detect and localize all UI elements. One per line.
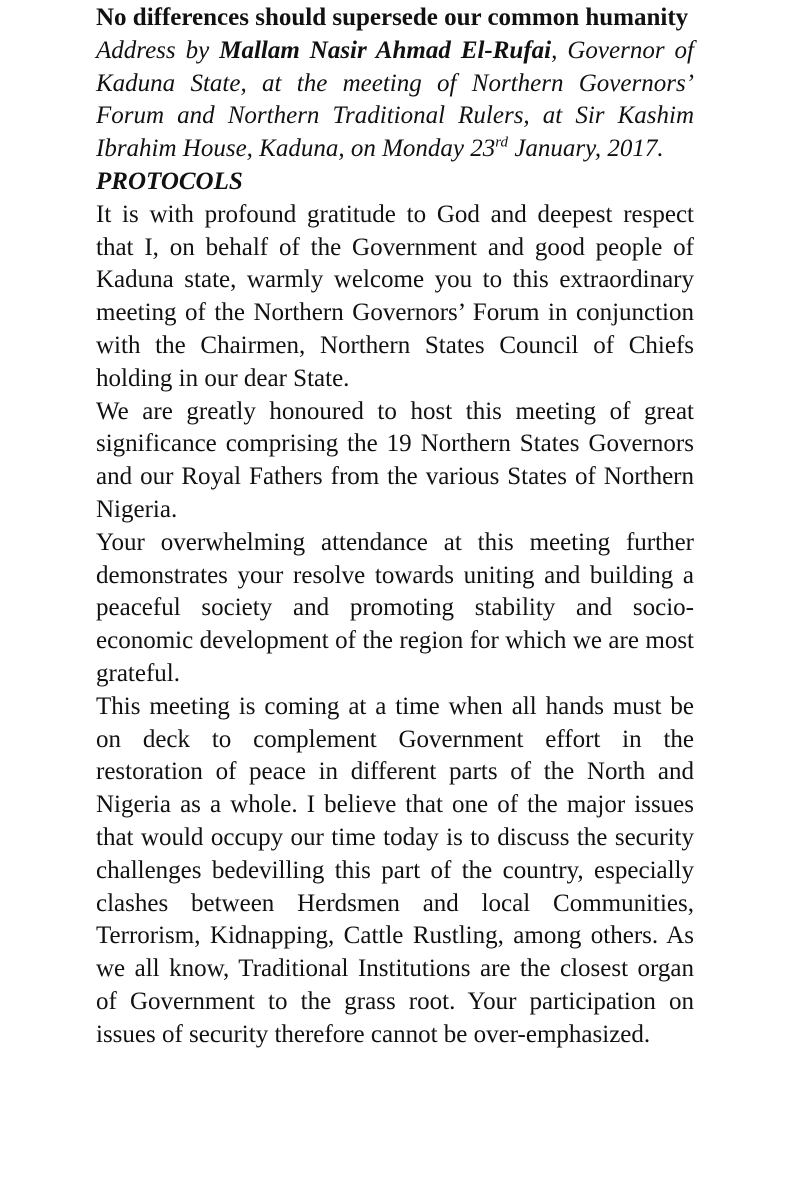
body-paragraph: This meeting is coming at a time when all hands must be on deck to complement Government effort in the restoration of peace in different parts of the North and Nigeria as a whole. I believe that one of the major issues that would occupy our time today is to discuss the security challenges bedevilling this part of the country, especially clashes between Herdsmen and local Communities, Terrorism, Kidnapping, Cattle Rustling, among others. As we all know, Traditional Institutions are the closest organ of Government to the grass root. Your participation on issues of security therefore cannot be over-emphasized. (96, 692, 694, 1048)
body-paragraph: It is with profound gratitude to God and deepest respect that I, on behalf of the Government and good people of Kaduna state, warmly welcome you to this extraordinary meeting of the Northern Governors’ Forum in conjunction with the Chairmen, Northern States Council of Chiefs holding in our dear State. (96, 200, 694, 392)
address-byline (96, 35, 694, 166)
address-date-tail: January, 2017. (508, 135, 664, 163)
body-paragraph: We are greatly honoured to host this meeting of great significance comprising the 19 Northern States Governors and our Royal Fathers from the various States of Northern Nigeria. (96, 397, 694, 523)
speaker-name: Mallam Nasir Ahmad El-Rufai (219, 36, 552, 64)
body-paragraph: Your overwhelming attendance at this meeting further demonstrates your resolve towards uniting and building a peaceful society and promoting stability and socio-economic development of the region for which we are most grateful. (96, 528, 694, 687)
ordinal-suffix: rd (495, 134, 509, 151)
document-title: No differences should supersede our common humanity (96, 4, 689, 31)
address-prefix: Address by (96, 36, 220, 64)
document-page (96, 2, 694, 1052)
address-body: , Governor of Kaduna State, at the meeting of Northern Governors’ Forum and Northern Traditional Rulers, at Sir Kashim Ibrahim House, Kaduna, on Monday 23 (96, 36, 694, 163)
protocols-heading: PROTOCOLS (96, 167, 243, 195)
